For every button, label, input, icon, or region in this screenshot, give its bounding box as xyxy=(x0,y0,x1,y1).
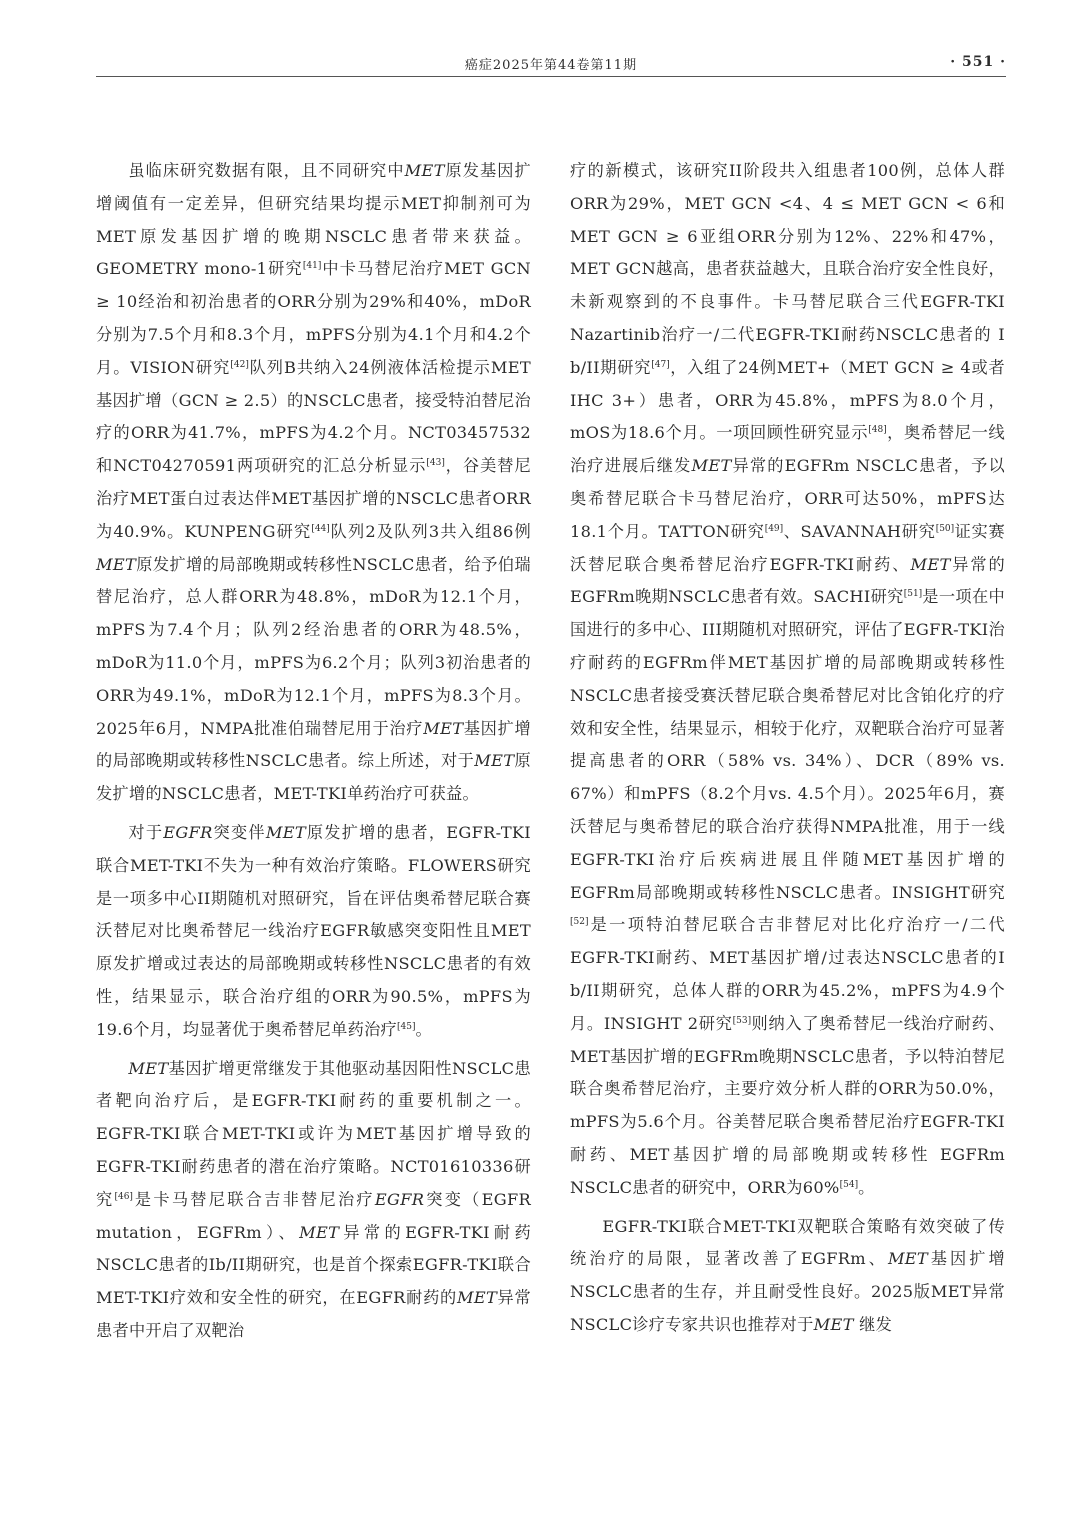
gene-name: MET xyxy=(96,554,137,574)
gene-name: EGFR xyxy=(374,1189,425,1209)
text-run: 是一项在中国进行的多中心、III期随机对照研究，评估了EGFR-TKI治疗耐药的EGFRm伴MET基因扩增的局部晚期或转移性NSCLC患者接受赛沃替尼联合奥希替尼对比含铂化疗的疗效和安全性，结果显示，相较于化疗，双靶联合治疗可显著提高患者的ORR（58% vs. 34%）、DCR（89% vs. 67%）和mPFS（8.2个月vs. 4.5个月）。2025年6月，赛沃替尼与奥希替尼的联合治疗获得NMPA批准，用于一线EGFR-TKI治疗后疾病进展且伴随MET基因扩增的EGFRm局部晚期或转移性NSCLC患者。INSIGHT研究 xyxy=(570,587,1005,902)
text-run: 是卡马替尼联合吉非替尼治疗 xyxy=(132,1189,375,1209)
text-run: 基因扩增更常继发于其他驱动基因阳性NSCLC患者靶向治疗后，是EGFR-TKI耐药的重要机制之一。EGFR-TKI联合MET-TKI或许为MET基因扩增导致的EGFR-TKI耐药患者的潜在治疗策略。NCT01610336研究 xyxy=(96,1058,531,1209)
text-run: 异常的EGFR-TKI耐药NSCLC患者的Ib/II期研究，也是首个探索EGFR-TKI联合MET-TKI疗效和安全性的研究，在EGFR耐药的 xyxy=(96,1222,531,1308)
gene-name: MET xyxy=(910,554,951,574)
text-run: 异常患者中开启了双靶治 xyxy=(96,1288,531,1340)
gene-name: MET xyxy=(887,1249,929,1269)
text-run: 基因扩增的局部晚期或转移性NSCLC患者。综上所述，对于 xyxy=(96,718,531,771)
gene-name: MET xyxy=(299,1222,340,1242)
text-run: 中卡马替尼治疗MET GCN ≥ 10经治和初治患者的ORR分别为29%和40%，mDoR分别为7.5个月和8.3个月，mPFS分别为4.1个月和4.2个月。VISION研究 xyxy=(96,259,531,377)
gene-name: EGFR xyxy=(163,822,213,842)
text-run: 虽临床研究数据有限，且不同研究中 xyxy=(128,161,405,180)
text-run: 。 xyxy=(858,1177,875,1197)
text-run: 。 xyxy=(415,1019,433,1039)
paragraph xyxy=(96,817,531,1047)
text-run: 是一项特泊替尼联合吉非替尼对比化疗治疗一/二代EGFR-TKI耐药、MET基因扩增/过表达NSCLC患者的I b/II期研究，总体人群的ORR为45.2%，mPFS为4.9个月。INSIGHT 2研究 xyxy=(570,915,1005,1033)
citation-ref: [42] xyxy=(230,359,249,370)
gene-name: MET xyxy=(474,751,515,771)
paragraph xyxy=(570,1211,1005,1342)
gene-name: MET xyxy=(691,456,732,476)
text-run: 证实赛沃替尼联合奥希替尼治疗EGFR-TKI耐药、 xyxy=(570,521,1005,574)
text-run: 异常的EGFRm NSCLC患者，予以奥希替尼联合卡马替尼治疗，ORR可达50%，mPFS达18.1个月。TATTON研究 xyxy=(570,456,1005,541)
text-run: 突变伴 xyxy=(212,822,266,842)
text-run: 继发 xyxy=(853,1314,893,1334)
text-run: ，奥希替尼一线治疗进展后继发 xyxy=(570,423,1005,476)
text-run: EGFR-TKI联合MET-TKI双靶联合策略有效突破了传统治疗的局限，显著改善了EGFRm、 xyxy=(570,1216,1005,1269)
citation-ref: [47] xyxy=(651,359,670,370)
text-run: 队列2及队列3共入组86例 xyxy=(329,521,531,541)
running-header xyxy=(96,50,1006,77)
gene-name: MET xyxy=(456,1288,498,1308)
text-run: 疗的新模式，该研究II阶段共入组患者100例，总体人群ORR为29%，MET GCN <4、4 ≤ MET GCN < 6和MET GCN ≥ 6亚组ORR分别为12%、22%和47%，MET GCN越高，患者获益越大，且联合治疗安全性良好，未新观察到的不良事件。卡马替尼联合三代EGFR-TKI Nazartinib治疗一/二代EGFR-TKI耐药NSCLC患者的 I b/II期研究 xyxy=(570,161,1005,377)
right-column xyxy=(570,155,1005,1342)
text-run: 基因扩增NSCLC患者的生存，并且耐受性良好。2025版MET异常NSCLC诊疗专家共识也推荐对于 xyxy=(570,1249,1006,1334)
journal-issue: 癌症2025年第44卷第11期 xyxy=(464,58,638,73)
gene-name: MET xyxy=(128,1058,169,1078)
citation-ref: [46] xyxy=(114,1191,133,1202)
gene-name: MET xyxy=(813,1314,854,1334)
citation-ref: [48] xyxy=(868,425,887,436)
citation-ref: [52] xyxy=(570,917,589,928)
text-run: 队列B共纳入24例液体活检提示MET基因扩增（GCN ≥ 2.5）的NSCLC患者，接受特泊替尼治疗的ORR为41.7%，mPFS为4.2个月。NCT03457532和NCT04270591两项研究的汇总分析显示 xyxy=(96,357,531,476)
left-column xyxy=(96,155,531,1348)
text-run: 异常的EGFRm晚期NSCLC患者有效。SACHI研究 xyxy=(570,554,1005,607)
citation-ref: [43] xyxy=(426,458,445,469)
paragraph xyxy=(570,155,1005,1205)
text-run: 原发扩增的局部晚期或转移性NSCLC患者，给予伯瑞替尼治疗，总人群ORR为48.8%，mDoR为12.1个月，mPFS为7.4个月；队列2经治患者的ORR为48.5%，mDoR为11.0个月，mPFS为6.2个月；队列3初治患者的ORR为49.1%，mDoR为12.1个月，mPFS为8.3个月。2025年6月，NMPA批准伯瑞替尼用于治疗 xyxy=(96,554,531,738)
citation-ref: [49] xyxy=(764,523,784,534)
text-run: 、SAVANNAH研究 xyxy=(783,521,936,541)
text-run: 原发基因扩增阈值有一定差异，但研究结果均提示MET抑制剂可为MET原发基因扩增的晚期NSCLC患者带来获益。GEOMETRY mono-1研究 xyxy=(96,161,531,279)
citation-ref: [41] xyxy=(302,261,322,272)
text-run: 原发扩增的患者，EGFR-TKI联合MET-TKI不失为一种有效治疗策略。FLOWERS研究是一项多中心II期随机对照研究，旨在评估奥希替尼联合赛沃替尼对比奥希替尼一线治疗EGFR敏感突变阳性且MET原发扩增或过表达的局部晚期或转移性NSCLC患者的有效性，结果显示，联合治疗组的ORR为90.5%，mPFS为19.6个月，均显著优于奥希替尼单药治疗 xyxy=(96,822,531,1039)
paragraph xyxy=(96,1053,531,1348)
text-run: ，谷美替尼治疗MET蛋白过表达伴MET基因扩增的NSCLC患者ORR为40.9%。KUNPENG研究 xyxy=(96,456,532,541)
text-run: 则纳入了奥希替尼一线治疗耐药、MET基因扩增的EGFRm晚期NSCLC患者，予以特泊替尼联合奥希替尼治疗，主要疗效分析人群的ORR为50.0%，mPFS为5.6个月。谷美替尼联合奥希替尼治疗EGFR-TKI耐药、MET基因扩增的局部晚期或转移性 EGFRm NSCLC患者的研究中，ORR为60% xyxy=(570,1013,1006,1197)
page-number: · 551 · xyxy=(950,54,1006,70)
gene-name: MET xyxy=(404,161,445,180)
text-run: 突变（EGFR mutation，EGFRm）、 xyxy=(96,1189,531,1242)
citation-ref: [50] xyxy=(935,523,955,534)
citation-ref: [53] xyxy=(732,1015,752,1026)
text-run: 原发扩增的NSCLC患者，MET-TKI单药治疗可获益。 xyxy=(96,751,531,804)
citation-ref: [54] xyxy=(839,1179,859,1190)
paragraph xyxy=(96,155,531,811)
citation-ref: [45] xyxy=(397,1021,416,1032)
gene-name: MET xyxy=(265,822,306,842)
gene-name: MET xyxy=(423,718,464,738)
citation-ref: [44] xyxy=(311,523,330,534)
citation-ref: [51] xyxy=(903,589,923,600)
text-run: ，入组了24例MET+（MET GCN ≥ 4或者IHC 3+）患者，ORR为45.8%，mPFS为8.0个月，mOS为18.6个月。一项回顾性研究显示 xyxy=(570,357,1005,443)
text-run: 对于 xyxy=(128,822,164,842)
